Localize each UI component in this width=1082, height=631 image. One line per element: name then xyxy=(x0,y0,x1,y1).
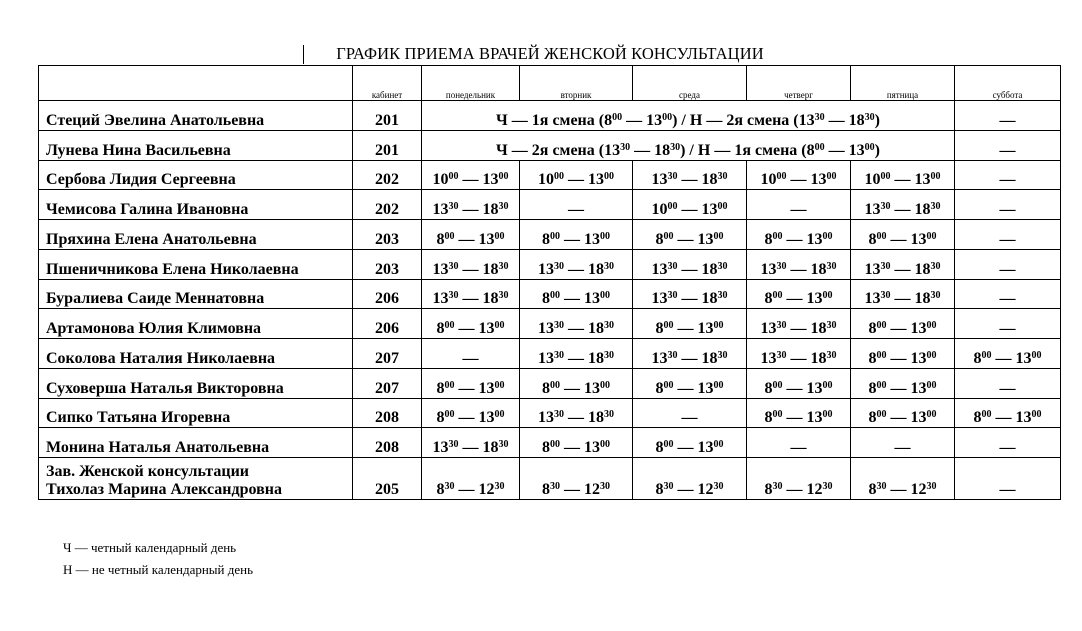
schedule-title: ГРАФИК ПРИЕМА ВРАЧЕЙ ЖЕНСКОЙ КОНСУЛЬТАЦИИ xyxy=(336,44,764,63)
time-cell-saturday: $8^{00}$ — $13^{00}$ xyxy=(955,339,1061,369)
doctor-full-name: Суховерша Наталья Викторовна xyxy=(46,379,284,397)
time-cell-friday: $8^{00}$ — $13^{00}$ xyxy=(851,398,955,428)
table-row xyxy=(39,428,1061,458)
time-cell-wednesday: $13^{30}$ — $18^{30}$ xyxy=(633,160,747,190)
header-wednesday: среда xyxy=(633,66,747,101)
text-cursor xyxy=(303,45,304,64)
time-cell-thursday: — xyxy=(747,428,851,458)
table-row xyxy=(39,220,1061,250)
time-cell-saturday: — xyxy=(955,309,1061,339)
table-row xyxy=(39,101,1061,131)
doctor-full-name: Тихолаз Марина Александровна xyxy=(46,481,282,498)
time-cell-wednesday: $13^{30}$ — $18^{30}$ xyxy=(633,279,747,309)
room-number: 207 xyxy=(353,339,422,369)
time-cell-thursday: $13^{30}$ — $18^{30}$ xyxy=(747,309,851,339)
time-cell-tuesday: $8^{00}$ — $13^{00}$ xyxy=(520,220,633,250)
room-number: 207 xyxy=(353,368,422,398)
time-cell-friday: $13^{30}$ — $18^{30}$ xyxy=(851,249,955,279)
time-cell-thursday: $8^{30}$ — $12^{30}$ xyxy=(747,458,851,500)
time-cell-friday: $8^{00}$ — $13^{00}$ xyxy=(851,220,955,250)
time-cell-saturday: — xyxy=(955,130,1061,160)
time-cell-friday: $8^{30}$ — $12^{30}$ xyxy=(851,458,955,500)
time-cell-monday: — xyxy=(422,339,520,369)
header-thursday: четверг xyxy=(747,66,851,101)
room-number: 202 xyxy=(353,160,422,190)
table-row xyxy=(39,279,1061,309)
doctor-name xyxy=(39,428,353,458)
time-cell-tuesday: — xyxy=(520,190,633,220)
doctor-name xyxy=(39,458,353,500)
header-room: кабинет xyxy=(353,66,422,101)
doctor-name xyxy=(39,339,353,369)
table-row xyxy=(39,309,1061,339)
time-cell-thursday: $8^{00}$ — $13^{00}$ xyxy=(747,368,851,398)
time-cell-friday: $8^{00}$ — $13^{00}$ xyxy=(851,309,955,339)
shift-schedule: Ч — 1я смена ($8^{00}$ — $13^{00}$) / Н — 2я смена ($13^{30}$ — $18^{30}$) xyxy=(422,101,955,131)
doctor-name xyxy=(39,190,353,220)
time-cell-tuesday: $13^{30}$ — $18^{30}$ xyxy=(520,309,633,339)
doctor-full-name: Сербова Лидия Сергеевна xyxy=(46,171,236,189)
schedule-table xyxy=(38,65,1061,500)
doctor-full-name: Стеций Эвелина Анатольевна xyxy=(46,111,265,129)
doctor-full-name: Пряхина Елена Анатольевна xyxy=(46,230,257,248)
time-cell-thursday: $8^{00}$ — $13^{00}$ xyxy=(747,398,851,428)
doctor-full-name: Артамонова Юлия Климовна xyxy=(46,320,262,337)
time-cell-saturday: — xyxy=(955,249,1061,279)
time-cell-thursday: $10^{00}$ — $13^{00}$ xyxy=(747,160,851,190)
time-cell-saturday: — xyxy=(955,190,1061,220)
time-cell-wednesday: $10^{00}$ — $13^{00}$ xyxy=(633,190,747,220)
time-cell-friday: $8^{00}$ — $13^{00}$ xyxy=(851,339,955,369)
time-cell-friday: $13^{30}$ — $18^{30}$ xyxy=(851,190,955,220)
doctor-name xyxy=(39,249,353,279)
time-cell-monday: $8^{00}$ — $13^{00}$ xyxy=(422,220,520,250)
time-cell-friday: $10^{00}$ — $13^{00}$ xyxy=(851,160,955,190)
time-cell-tuesday: $13^{30}$ — $18^{30}$ xyxy=(520,249,633,279)
time-cell-monday: $13^{30}$ — $18^{30}$ xyxy=(422,279,520,309)
time-cell-thursday: $13^{30}$ — $18^{30}$ xyxy=(747,339,851,369)
legend-even: Ч — четный календарный день xyxy=(63,540,237,555)
header-friday: пятница xyxy=(851,66,955,101)
time-cell-monday: $13^{30}$ — $18^{30}$ xyxy=(422,190,520,220)
time-cell-monday: $10^{00}$ — $13^{00}$ xyxy=(422,160,520,190)
room-number: 202 xyxy=(353,190,422,220)
legend-odd: Н — не четный календарный день xyxy=(63,562,254,577)
header-row xyxy=(39,66,1061,101)
time-cell-wednesday: $8^{30}$ — $12^{30}$ xyxy=(633,458,747,500)
room-number: 201 xyxy=(353,130,422,160)
time-cell-monday: $8^{00}$ — $13^{00}$ xyxy=(422,398,520,428)
room-number: 205 xyxy=(353,458,422,500)
time-cell-tuesday: $13^{30}$ — $18^{30}$ xyxy=(520,339,633,369)
time-cell-saturday: — xyxy=(955,220,1061,250)
time-cell-saturday: — xyxy=(955,279,1061,309)
doctor-full-name: Буралиева Саиде Меннатовна xyxy=(46,290,265,308)
time-cell-tuesday: $13^{30}$ — $18^{30}$ xyxy=(520,398,633,428)
doctor-name xyxy=(39,101,353,131)
table-row xyxy=(39,160,1061,190)
time-cell-friday: $8^{00}$ — $13^{00}$ xyxy=(851,368,955,398)
table-row xyxy=(39,458,1061,500)
header-saturday: суббота xyxy=(955,66,1061,101)
doctor-name xyxy=(39,309,353,339)
room-number: 206 xyxy=(353,279,422,309)
doctor-full-name: Пшеничникова Елена Николаевна xyxy=(46,260,299,278)
time-cell-saturday: — xyxy=(955,101,1061,131)
time-cell-wednesday: $8^{00}$ — $13^{00}$ xyxy=(633,220,747,250)
doctor-name xyxy=(39,398,353,428)
time-cell-wednesday: — xyxy=(633,398,747,428)
table-row xyxy=(39,190,1061,220)
time-cell-wednesday: $8^{00}$ — $13^{00}$ xyxy=(633,309,747,339)
time-cell-thursday: $8^{00}$ — $13^{00}$ xyxy=(747,220,851,250)
time-cell-monday: $13^{30}$ — $18^{30}$ xyxy=(422,249,520,279)
room-number: 208 xyxy=(353,428,422,458)
time-cell-saturday: — xyxy=(955,428,1061,458)
time-cell-tuesday: $10^{00}$ — $13^{00}$ xyxy=(520,160,633,190)
table-row xyxy=(39,130,1061,160)
table-row xyxy=(39,339,1061,369)
room-number: 203 xyxy=(353,249,422,279)
time-cell-saturday: — xyxy=(955,458,1061,500)
header-monday: понедельник xyxy=(422,66,520,101)
doctor-position: Зав. Женской консультации xyxy=(46,463,249,480)
doctor-name xyxy=(39,160,353,190)
time-cell-wednesday: $13^{30}$ — $18^{30}$ xyxy=(633,249,747,279)
time-cell-monday: $13^{30}$ — $18^{30}$ xyxy=(422,428,520,458)
room-number: 201 xyxy=(353,101,422,131)
time-cell-tuesday: $8^{00}$ — $13^{00}$ xyxy=(520,368,633,398)
doctor-full-name: Чемисова Галина Ивановна xyxy=(46,201,249,218)
header-tuesday: вторник xyxy=(520,66,633,101)
doctor-name xyxy=(39,279,353,309)
time-cell-monday: $8^{00}$ — $13^{00}$ xyxy=(422,309,520,339)
time-cell-wednesday: $8^{00}$ — $13^{00}$ xyxy=(633,428,747,458)
time-cell-friday: — xyxy=(851,428,955,458)
time-cell-saturday: — xyxy=(955,160,1061,190)
doctor-full-name: Соколова Наталия Николаевна xyxy=(46,349,276,367)
header-doctor xyxy=(39,66,353,101)
time-cell-tuesday: $8^{00}$ — $13^{00}$ xyxy=(520,428,633,458)
time-cell-saturday: — xyxy=(955,368,1061,398)
time-cell-wednesday: $13^{30}$ — $18^{30}$ xyxy=(633,339,747,369)
doctor-name xyxy=(39,220,353,250)
doctor-name xyxy=(39,368,353,398)
table-row xyxy=(39,368,1061,398)
time-cell-tuesday: $8^{30}$ — $12^{30}$ xyxy=(520,458,633,500)
room-number: 208 xyxy=(353,398,422,428)
time-cell-saturday: $8^{00}$ — $13^{00}$ xyxy=(955,398,1061,428)
time-cell-tuesday: $8^{00}$ — $13^{00}$ xyxy=(520,279,633,309)
room-number: 206 xyxy=(353,309,422,339)
time-cell-monday: $8^{00}$ — $13^{00}$ xyxy=(422,368,520,398)
doctor-full-name: Монина Наталья Анатольевна xyxy=(46,439,270,456)
time-cell-thursday: — xyxy=(747,190,851,220)
table-row xyxy=(39,398,1061,428)
shift-schedule: Ч — 2я смена ($13^{30}$ — $18^{30}$) / Н — 1я смена ($8^{00}$ — $13^{00}$) xyxy=(422,130,955,160)
room-number: 203 xyxy=(353,220,422,250)
doctor-full-name: Сипко Татьяна Игоревна xyxy=(46,409,231,427)
time-cell-friday: $13^{30}$ — $18^{30}$ xyxy=(851,279,955,309)
time-cell-thursday: $13^{30}$ — $18^{30}$ xyxy=(747,249,851,279)
doctor-name xyxy=(39,130,353,160)
time-cell-wednesday: $8^{00}$ — $13^{00}$ xyxy=(633,368,747,398)
table-row xyxy=(39,249,1061,279)
time-cell-thursday: $8^{00}$ — $13^{00}$ xyxy=(747,279,851,309)
doctor-full-name: Лунева Нина Васильевна xyxy=(46,141,231,159)
time-cell-monday: $8^{30}$ — $12^{30}$ xyxy=(422,458,520,500)
